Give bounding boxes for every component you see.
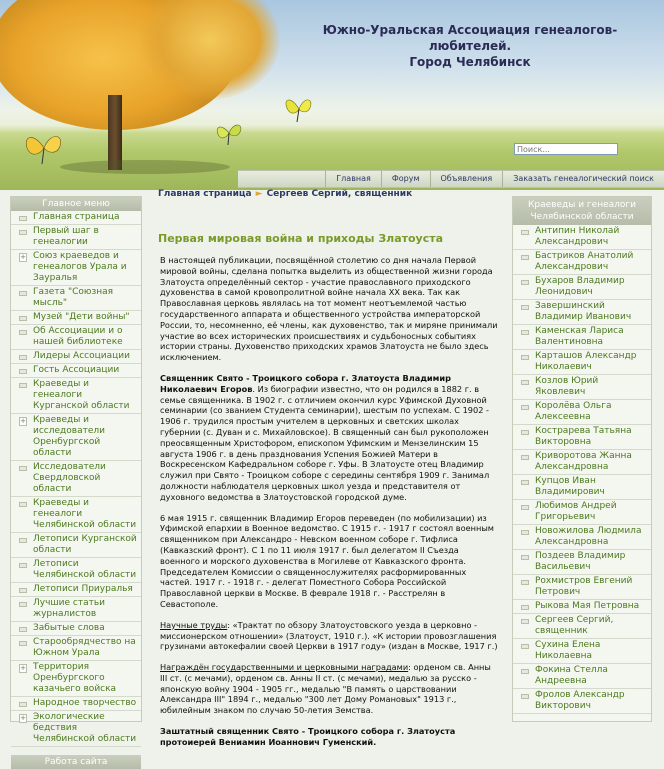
author-link[interactable]: Поздеев Владимир Васильевич <box>513 550 651 575</box>
main-content <box>154 186 506 747</box>
menu-item[interactable]: Летописи Челябинской области <box>11 558 141 583</box>
menu-item[interactable]: Лидеры Ассоциации <box>11 350 141 364</box>
article-text: : «Трактат по обзору Златоустовского уезда в церковно - миссионерском отношении» (Златоуст, 1910 г.). «К истории провозглашения грузинами автокефалии своей Церкви в 1917 году» (издан в Москве, 1917 г.) <box>160 619 498 652</box>
main-menu-title: Главное меню <box>11 197 141 211</box>
article-text: . Из биографии известно, что он родился в 1882 г. в семье священника. В 1902 г. с отличием окончил курс Уфимской Духовной семинарии (со званием Студента семинарии), шестым по успехам. С 1902 - 1906 г. трудился простым учителем в церковных и светских школах губернии (с. Дуван и с. Михайловское). В священный сан был рукоположен преосвященным Христофором, епископом Уфимским и Мензелинским 15 августа 1906 г. в день празднования Успения Божией Матери в Воскресенском Кафедральном соборе г. Уфы. В Златоусте отец Владимир служил при Свято - Троицком соборе с середины сентября 1909 г. Занимал должности наблюдателя церковных школ уезда и представителя от духовного ведомства в Златоустовской городской думе. <box>160 383 490 502</box>
menu-item[interactable]: Забытые слова <box>11 622 141 636</box>
breadcrumb-arrow-icon: ► <box>255 189 263 199</box>
site-work-title: Работа сайта <box>11 755 141 769</box>
butterfly-icon <box>22 128 66 168</box>
right-menu-title: Краеведы и генеалоги Челябинской области <box>513 197 651 225</box>
menu-item[interactable]: Краеведы и генеалоги Курганской области <box>11 378 141 414</box>
menu-item[interactable]: + Союз краеведов и генеалогов Урала и Зауралья <box>11 250 141 286</box>
menu-item[interactable]: Исследователи Свердловской области <box>11 461 141 497</box>
main-menu <box>11 211 141 747</box>
author-link[interactable]: Завершинский Владимир Иванович <box>513 300 651 325</box>
author-link[interactable]: Бастриков Анатолий Александрович <box>513 250 651 275</box>
article-underlined-text: Научные труды <box>160 619 228 630</box>
site-title-line: Южно-Уральская Ассоциация генеалогов-любителей. <box>322 23 618 53</box>
menu-item[interactable]: + Территория Оренбургского казачьего войска <box>11 661 141 697</box>
article-paragraph <box>160 662 500 716</box>
article-underlined-text: Награждён государственными и церковными наградами <box>160 662 409 673</box>
article-paragraph: В настоящей публикации, посвящённой столетию со дня начала Первой мировой войны, сделана попытка выделить из общественной жизни города Златоуста определённый сектор - участие православного приходского духовенства в самой кровопролитной войне начала XX века. Так как Православная церковь являлась на тот момент неотъемлемой частью государственного аппарата и общественного устройства императорской России, то, несомненно, её члены, как духовенство, так и миряне принимали участие во всех исторических происшествиях и судьбоносных событиях истории страны. Духовенство приходских храмов Златоуста не было здесь исключением. <box>160 255 498 363</box>
author-link[interactable]: Козлов Юрий Яковлевич <box>513 375 651 400</box>
author-link[interactable]: Королёва Ольга Алексеевна <box>513 400 651 425</box>
article-title: Первая мировая война и приходы Златоуста <box>158 232 444 245</box>
right-sidebar <box>512 196 652 722</box>
tree-shadow-image <box>60 160 230 174</box>
menu-item[interactable]: Лучшие статьи журналистов <box>11 597 141 622</box>
menu-item[interactable]: Летописи Приуралья <box>11 583 141 597</box>
author-link[interactable]: Карташов Александр Николаевич <box>513 350 651 375</box>
menu-item[interactable]: Первый шаг в генеалогии <box>11 225 141 250</box>
author-link[interactable]: Купцов Иван Владимирович <box>513 475 651 500</box>
menu-item[interactable]: Летописи Курганской области <box>11 533 141 558</box>
menu-item[interactable]: Об Ассоциации и о нашей библиотеке <box>11 325 141 350</box>
butterfly-icon <box>214 118 244 148</box>
menu-item[interactable]: Краеведы и генеалоги Челябинской области <box>11 497 141 533</box>
nav-link-order-search[interactable]: Заказать генеалогический поиск <box>502 171 664 187</box>
butterfly-icon <box>282 92 316 126</box>
menu-item[interactable]: Гость Ассоциации <box>11 364 141 378</box>
menu-item[interactable]: Старообрядчество на Южном Урала <box>11 636 141 661</box>
article-paragraph: 6 мая 1915 г. священник Владимир Егоров переведен (по мобилизации) из Уфимской епархии в Военное ведомство. С 1915 г. - 1917 г состоял военным священником при Александро - Невском военном соборе г. Тифлиса (Кавказский фронт). С 1 по 11 июля 1917 г. был делегатом II Съезда военного и морского духовенства в Могилеве от Кавказского фронта. Председателем Комиссии о священнослужителях расформированных частей. 1917 г. - 1918 г. - делегат Поместного Собора Российской Православной церкви в Москве. В феврале 1918 г. - Расстрелян в Севастополе. <box>160 512 494 609</box>
author-link[interactable]: Бухаров Владимир Леонидович <box>513 275 651 300</box>
breadcrumb-current: Сергеев Сергий, священник <box>266 189 413 199</box>
author-link[interactable]: Сергеев Сергий, священник <box>513 614 651 639</box>
author-link[interactable]: Фролов Александр Викторович <box>513 689 651 714</box>
author-link[interactable]: Кострарева Татьяна Викторовна <box>513 425 651 450</box>
author-link[interactable]: Антипин Николай Александрович <box>513 225 651 250</box>
article-paragraph <box>160 726 500 748</box>
author-link[interactable]: Фокина Стелла Андреевна <box>513 664 651 689</box>
menu-item[interactable]: Народное творчество <box>11 697 141 711</box>
article-body <box>154 255 506 748</box>
menu-item[interactable]: Музей "Дети войны" <box>11 311 141 325</box>
breadcrumb-home-link[interactable]: Главная страница <box>158 189 252 199</box>
author-link[interactable]: Любимов Андрей Григорьевич <box>513 500 651 525</box>
author-link[interactable]: Каменская Лариса Валентиновна <box>513 325 651 350</box>
nav-link-forum[interactable]: Форум <box>381 171 430 187</box>
menu-item[interactable]: Главная страница <box>11 211 141 225</box>
site-header <box>0 0 664 190</box>
nav-link-announcements[interactable]: Объявления <box>430 171 503 187</box>
left-sidebar <box>10 196 142 767</box>
article-paragraph <box>160 373 500 503</box>
author-link[interactable]: Рыкова Мая Петровна <box>513 600 651 614</box>
author-link[interactable]: Сухина Елена Николаевна <box>513 639 651 664</box>
menu-item[interactable]: + Экологические бедствия Челябинской области <box>11 711 141 747</box>
tree-trunk-image <box>108 95 122 170</box>
nav-link-home[interactable]: Главная <box>325 171 381 187</box>
right-menu <box>513 225 651 714</box>
article-bold-text: Заштатный священник Свято - Троицкого собора г. Златоуста протоиерей Вениамин Иоаннович Гуменский. <box>160 726 456 747</box>
article-bold-text: Священник Свято - Троицкого собора г. Златоуста Владимир Николаевич Егоров <box>160 372 451 394</box>
search-input[interactable] <box>514 143 618 155</box>
author-link[interactable]: Новожилова Людмила Александровна <box>513 525 651 550</box>
menu-item[interactable]: Газета "Союзная мысль" <box>11 286 141 311</box>
site-title <box>290 22 650 70</box>
author-link[interactable]: Криворотова Жанна Александровна <box>513 450 651 475</box>
breadcrumb <box>154 186 506 202</box>
article-paragraph <box>160 620 500 652</box>
article-text: : орденом св. Анны III ст. (с мечами), орденом св. Анны II ст. (с мечами), медалью за русско - японскую войну 1904 - 1905 гг., медалью "В память о царствовании Александра III" 1894 г., медалью "300 лет Дому Романовых" 1913 г., юбилейным знаком по случаю 50-летия Земства. <box>160 662 491 716</box>
menu-item[interactable]: + Краеведы и исследователи Оренбургской области <box>11 414 141 461</box>
author-link[interactable]: Рохмистров Евгений Петрович <box>513 575 651 600</box>
site-title-line: Город Челябинск <box>409 55 531 69</box>
